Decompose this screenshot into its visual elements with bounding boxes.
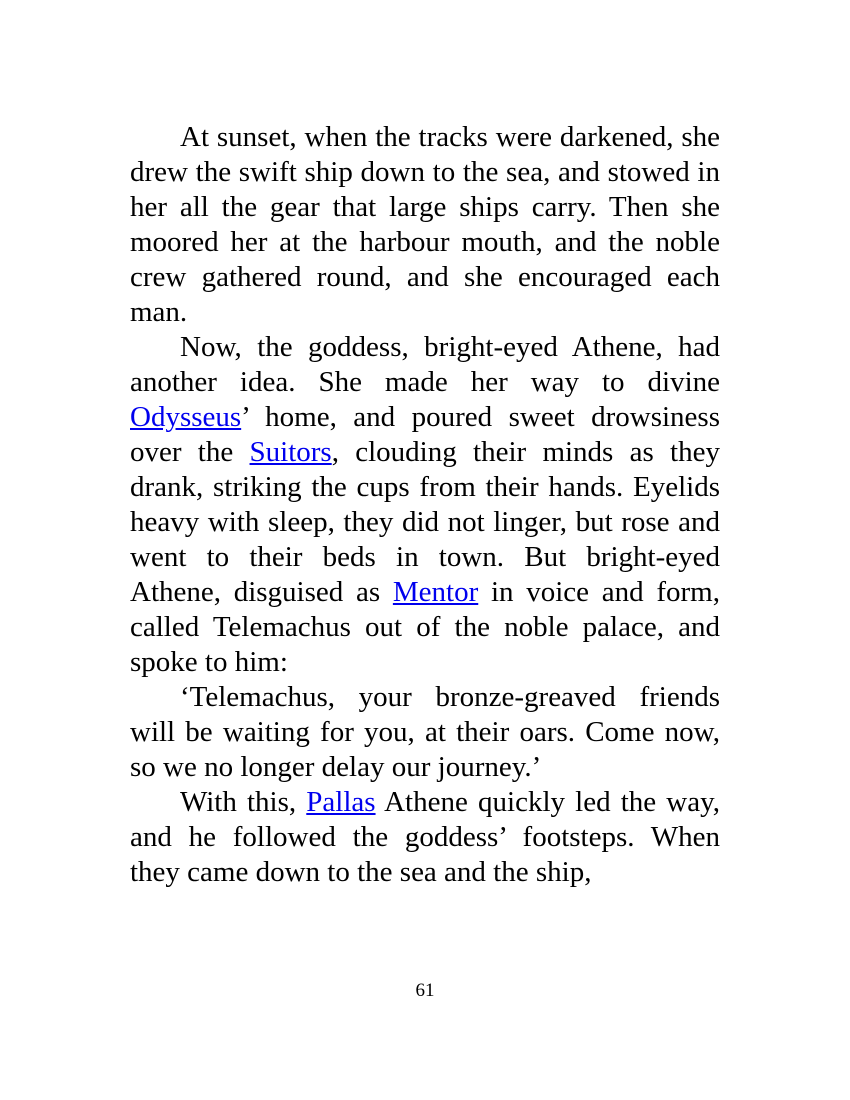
paragraph-3 [130, 680, 720, 785]
text-span: , clouding their minds as they drank, striking the cups from their hands. Eyelids heavy with sleep, they did not linger, but rose and went to their beds in town. But bright-eyed Athene, disguised as [130, 436, 720, 608]
text-span: Now, the goddess, bright-eyed Athene, had another idea. She made her way to divine [130, 331, 720, 398]
paragraph-2 [130, 330, 720, 680]
link-mentor[interactable]: Mentor [392, 576, 479, 608]
link-odysseus[interactable]: Odysseus [130, 401, 242, 433]
link-pallas[interactable]: Pallas [306, 786, 376, 818]
page-number: 61 [415, 980, 435, 1001]
link-suitors[interactable]: Suitors [249, 436, 332, 468]
body-text [130, 120, 720, 890]
paragraph-4 [130, 785, 720, 890]
text-span: With this, [180, 786, 307, 818]
text-span: Athene quickly led the way, and he followed the goddess’ footsteps. When they came down to the sea and the ship, [130, 786, 720, 888]
text-span: At sunset, when the tracks were darkened, she drew the swift ship down to the sea, and stowed in her all the gear that large ships carry. Then she moored her at the harbour mouth, and the noble crew gathered round, and she encouraged each man. [130, 121, 720, 328]
paragraph-1 [130, 120, 720, 330]
text-span: in voice and form, called Telemachus out of the noble palace, and spoke to him: [130, 576, 720, 678]
text-span: ‘Telemachus, your bronze-greaved friends will be waiting for you, at their oars. Come now, so we no longer delay our journey.’ [130, 681, 720, 783]
text-span: ’ home, and poured sweet drowsiness over the [130, 401, 720, 468]
